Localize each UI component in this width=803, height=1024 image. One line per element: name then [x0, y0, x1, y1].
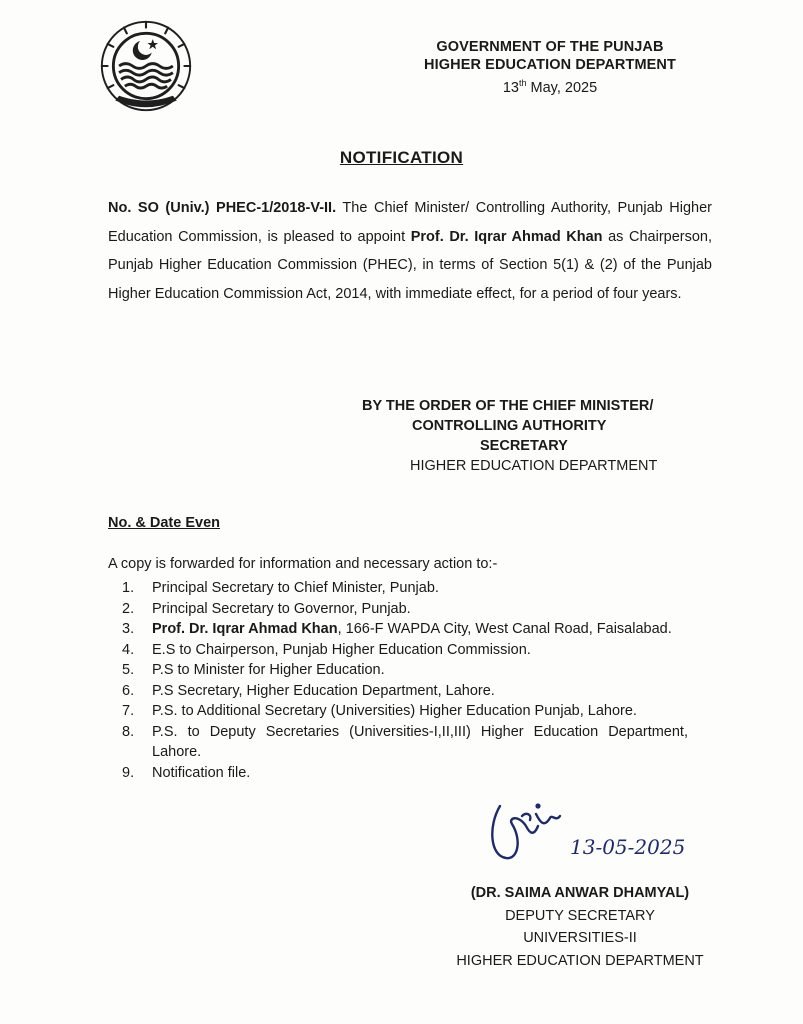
list-item-number: 9.	[122, 764, 135, 781]
list-item-label: P.S. to Deputy Secretaries (Universities-I,II,III) Higher Education Department, Lahore.	[152, 723, 688, 760]
forwarding-intro: A copy is forwarded for information and necessary action to:-	[108, 556, 498, 572]
signatory-department: HIGHER EDUCATION DEPARTMENT	[456, 952, 704, 969]
reference-number: No. SO (Univ.) PHEC-1/2018-V-II.	[108, 200, 337, 216]
list-item-number: 2.	[122, 600, 135, 617]
list-item-number: 1.	[122, 580, 135, 596]
order-line-3: SECRETARY	[480, 438, 568, 454]
signatory-section: UNIVERSITIES-II	[523, 930, 637, 946]
list-item-text	[152, 681, 688, 702]
distribution-list	[122, 578, 688, 783]
list-item-text	[152, 619, 688, 640]
list-item-number: 7.	[122, 703, 135, 719]
list-item-number: 6.	[122, 682, 135, 699]
list-item-number: 5.	[122, 662, 135, 678]
handwritten-signature	[478, 796, 718, 876]
list-item-text	[152, 640, 688, 661]
signatory-name: (DR. SAIMA ANWAR DHAMYAL)	[470, 885, 690, 901]
list-item-label: Notification file.	[152, 764, 251, 781]
date-suffix: th	[518, 78, 527, 88]
list-item	[122, 681, 688, 702]
list-item-label: E.S to Chairperson, Punjab Higher Education Commission.	[152, 641, 531, 658]
list-item	[122, 701, 688, 722]
department-name: HIGHER EDUCATION DEPARTMENT	[424, 57, 676, 73]
date-day: 13	[502, 79, 519, 96]
appointee-name: Prof. Dr. Iqrar Ahmad Khan	[410, 228, 603, 245]
date-even-heading: No. & Date Even	[108, 515, 220, 531]
signatory-designation: DEPUTY SECRETARY	[505, 907, 655, 924]
list-item	[122, 763, 688, 784]
list-item-number: 8.	[122, 723, 135, 740]
punjab-government-emblem-icon	[98, 18, 194, 114]
list-item-text	[152, 701, 688, 722]
order-block	[362, 396, 692, 476]
list-item-bold: Prof. Dr. Iqrar Ahmad Khan	[152, 621, 338, 637]
page-title: NOTIFICATION	[339, 148, 464, 167]
government-name: GOVERNMENT OF THE PUNJAB	[436, 39, 664, 55]
list-item-text	[152, 763, 688, 784]
order-line-1: BY THE ORDER OF THE CHIEF MINISTER/	[362, 398, 654, 414]
list-item-number: 3.	[122, 621, 135, 637]
letterhead	[380, 38, 720, 98]
list-item	[122, 660, 688, 681]
body-text-2: as Chairperson, Punjab Higher Education Commission (PHEC), in terms of Section 5(1) & (2) of the Punjab Higher Education Commission Act, 2014, with immediate effect, for a period of four years.	[108, 228, 713, 302]
order-line-4: HIGHER EDUCATION DEPARTMENT	[410, 458, 658, 474]
list-item-label: Principal Secretary to Chief Minister, Punjab.	[152, 580, 439, 596]
date-month-year: May, 2025	[526, 79, 598, 96]
order-line-2: CONTROLLING AUTHORITY	[412, 418, 607, 434]
notification-body	[108, 194, 712, 308]
list-item-text	[152, 722, 688, 763]
list-item-text	[152, 660, 688, 681]
list-item	[122, 619, 688, 640]
list-item	[122, 640, 688, 661]
list-item	[122, 578, 688, 599]
list-item-label: Principal Secretary to Governor, Punjab.	[152, 600, 411, 617]
list-item-text	[152, 578, 688, 599]
notification-date	[380, 74, 720, 98]
list-item-label: , 166-F WAPDA City, West Canal Road, Faisalabad.	[337, 621, 672, 637]
list-item-label: P.S to Minister for Higher Education.	[152, 662, 385, 678]
list-item-label: P.S. to Additional Secretary (Universities) Higher Education Punjab, Lahore.	[152, 703, 637, 719]
list-item-label: P.S Secretary, Higher Education Department, Lahore.	[152, 682, 495, 699]
list-item-text	[152, 599, 688, 620]
list-item	[122, 722, 688, 763]
signature-date: 13-05-2025	[570, 835, 686, 859]
list-item	[122, 599, 688, 620]
list-item-number: 4.	[122, 641, 135, 658]
signatory-block	[440, 882, 720, 972]
body-text-1: The Chief Minister/ Controlling Authority, Punjab Higher Education Commission, is pleased to appoint	[108, 200, 712, 245]
